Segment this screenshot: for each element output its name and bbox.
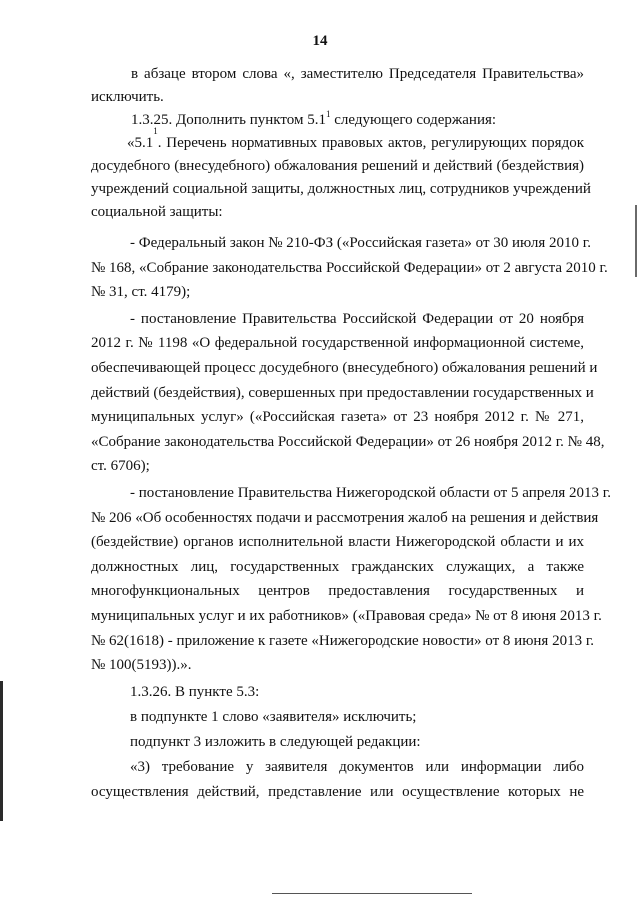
text-line: действий (бездействия), совершенных при предоставлении государственных и: [91, 385, 594, 401]
text-line: - постановление Правительства Российской Федерации от 20 ноября: [130, 311, 584, 327]
scan-edge-mark: [635, 205, 637, 277]
text-line: ст. 6706);: [91, 458, 150, 474]
text-line: в подпункте 1 слово «заявителя» исключить;: [130, 709, 417, 725]
text-line: № 206 «Об особенностях подачи и рассмотрения жалоб на решения и действия: [91, 510, 599, 526]
text-line: многофункциональных центров предоставления государственных и: [91, 583, 584, 599]
text-fragment: следующего содержания:: [330, 112, 497, 128]
text-line: 1.3.26. В пункте 5.3:: [130, 684, 260, 700]
text-line: - Федеральный закон № 210-ФЗ («Российская газета» от 30 июля 2010 г.: [130, 235, 591, 251]
footer-rule: [272, 893, 472, 894]
text-line: (бездействие) органов исполнительной власти Нижегородской области и их: [91, 534, 584, 550]
text-line: муниципальных услуг и их работников» («Правовая среда» № от 8 июня 2013 г.: [91, 608, 602, 624]
text-line: № 62(1618) - приложение к газете «Нижегородские новости» от 8 июня 2013 г.: [91, 633, 595, 649]
text-line: № 100(5193)).».: [91, 657, 192, 673]
text-line: подпункт 3 изложить в следующей редакции:: [130, 734, 421, 750]
text-line: № 31, ст. 4179);: [91, 284, 191, 300]
text-line: в абзаце втором слова «, заместителю Председателя Правительства»: [131, 66, 584, 82]
text-line: учреждений социальной защиты, должностных лиц, сотрудников учреждений: [91, 181, 591, 197]
text-line: [131, 109, 496, 131]
text-line: обеспечивающей процесс досудебного (внесудебного) обжалования решений и: [91, 360, 598, 376]
text-line: досудебного (внесудебного) обжалования решений и действий (бездействия): [91, 158, 584, 174]
text-line: муниципальных услуг» («Российская газета» от 23 ноября 2012 г. № 271,: [91, 409, 584, 425]
superscript-mark: 1: [325, 109, 331, 119]
text-line: - постановление Правительства Нижегородской области от 5 апреля 2013 г.: [130, 485, 611, 501]
text-fragment: 1.3.25. Дополнить пунктом 5.1: [131, 112, 326, 128]
scan-edge-mark: [0, 681, 3, 821]
text-line: должностных лиц, государственных гражданских служащих, а также: [91, 559, 584, 575]
text-line: [127, 126, 584, 154]
text-line: социальной защиты:: [91, 204, 223, 220]
text-fragment: «5.1: [127, 135, 154, 151]
text-line: 2012 г. № 1198 «О федеральной государственной информационной системе,: [91, 335, 584, 351]
text-line: «3) требование у заявителя документов или информации либо: [130, 759, 584, 775]
page-number: 14: [312, 33, 328, 49]
text-line: «Собрание законодательства Российской Федерации» от 26 ноября 2012 г. № 48,: [91, 434, 605, 450]
text-fragment: . Перечень нормативных правовых актов, регулирующих порядок: [157, 135, 584, 151]
text-line: № 168, «Собрание законодательства Российской Федерации» от 2 августа 2010 г.: [91, 260, 608, 276]
superscript-mark: 1: [153, 126, 158, 136]
text-line: осуществления действий, представление или осуществление которых не: [91, 784, 584, 800]
text-line: исключить.: [91, 89, 164, 105]
